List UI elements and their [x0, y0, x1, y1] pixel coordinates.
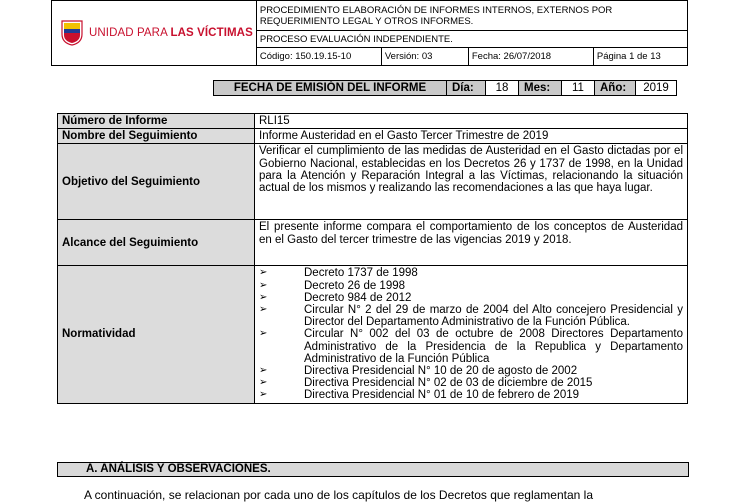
dia-label: Día: [447, 81, 486, 96]
arrow-bullet-icon: ➢ [259, 377, 268, 389]
list-item: ➢ Circular N° 002 del 03 de octubre de 2008 Directores Departamento Administrativo de la Presidencia de la Republica y Departamento Administrativo de la Función Pública [259, 328, 683, 365]
objetivo-value: Verificar el cumplimiento de las medidas de Austeridad en el Gasto dictadas por el Gobierno Nacional, establecidas en los Decretos 26 y 1737 de 1998, en la Unidad para la Atención y Reparación Integral a las Víctimas, relacionando la situación actual de los mismos y realizando las recomendaciones a las que haya lugar. [255, 144, 688, 220]
list-item: ➢ Directiva Presidencial N° 02 de 03 de diciembre de 2015 [259, 377, 593, 390]
numero-informe-label: Número de Informe [58, 114, 255, 129]
arrow-bullet-icon: ➢ [259, 291, 268, 303]
unidad-victimas-logo [55, 1, 253, 65]
logo-cell [52, 1, 257, 66]
list-item: ➢ Decreto 1737 de 1998 [259, 267, 418, 280]
logo-text: UNIDAD PARA LAS VÍCTIMAS [89, 27, 253, 39]
arrow-bullet-icon: ➢ [259, 279, 268, 291]
process-name: PROCESO EVALUACIÓN INDEPENDIENTE. [256, 31, 687, 47]
list-item: ➢ Decreto 26 de 1998 [259, 279, 406, 292]
mes-value: 11 [562, 81, 595, 96]
objetivo-label: Objetivo del Seguimiento [58, 144, 255, 220]
list-item: ➢ Directiva Presidencial N° 01 de 10 de febrero de 2019 [259, 389, 580, 402]
normatividad-list [259, 267, 683, 401]
nombre-seguimiento-value: Informe Austeridad en el Gasto Tercer Trimestre de 2019 [255, 129, 688, 144]
anio-value: 2019 [636, 81, 677, 96]
mes-label: Mes: [519, 81, 562, 96]
arrow-bullet-icon: ➢ [259, 365, 268, 377]
list-item: ➢ Circular N° 2 del 29 de marzo de 2004 del Alto concejero Presidencial y Director del Departamento Administrativo de la Función Pública. [259, 304, 683, 329]
arrow-bullet-icon: ➢ [259, 304, 268, 316]
list-item: ➢ Decreto 984 de 2012 [259, 291, 412, 304]
fecha-emision-row [213, 80, 677, 96]
arrow-bullet-icon: ➢ [259, 267, 268, 279]
normatividad-list-cell [255, 266, 688, 403]
colombia-shield-icon [61, 20, 83, 46]
document-date: Fecha: 26/07/2018 [468, 47, 593, 65]
section-a-heading: A. ANÁLISIS Y OBSERVACIONES. [57, 462, 689, 477]
numero-informe-value: RLI15 [255, 114, 688, 129]
section-a-paragraph: A continuación, se relacionan por cada uno de los capítulos de los Decretos que reglamentan la [84, 488, 593, 502]
fecha-emision-label: FECHA DE EMISIÓN DEL INFORME [214, 81, 447, 96]
document-header [51, 0, 688, 66]
nombre-seguimiento-label: Nombre del Seguimiento [58, 129, 255, 144]
informe-info-table [57, 113, 688, 404]
arrow-bullet-icon: ➢ [259, 328, 268, 340]
page-number: Página 1 de 13 [593, 47, 687, 65]
dia-value: 18 [486, 81, 519, 96]
alcance-label: Alcance del Seguimiento [58, 220, 255, 266]
document-version: Versión: 03 [381, 47, 468, 65]
anio-label: Año: [595, 81, 636, 96]
document-title: PROCEDIMIENTO ELABORACIÓN DE INFORMES INTERNOS, EXTERNOS POR REQUERIMIENTO LEGAL Y OTROS INFORMES. [256, 1, 687, 31]
arrow-bullet-icon: ➢ [259, 389, 268, 401]
document-code: Código: 150.19.15-10 [256, 47, 381, 65]
list-item: ➢ Directiva Presidencial N° 10 de 20 de agosto de 2002 [259, 365, 578, 378]
alcance-value: El presente informe compara el comportamiento de los conceptos de Austeridad en el Gasto del tercer trimestre de las vigencias 2019 y 2018. [255, 220, 688, 266]
normatividad-label: Normatividad [58, 266, 255, 403]
